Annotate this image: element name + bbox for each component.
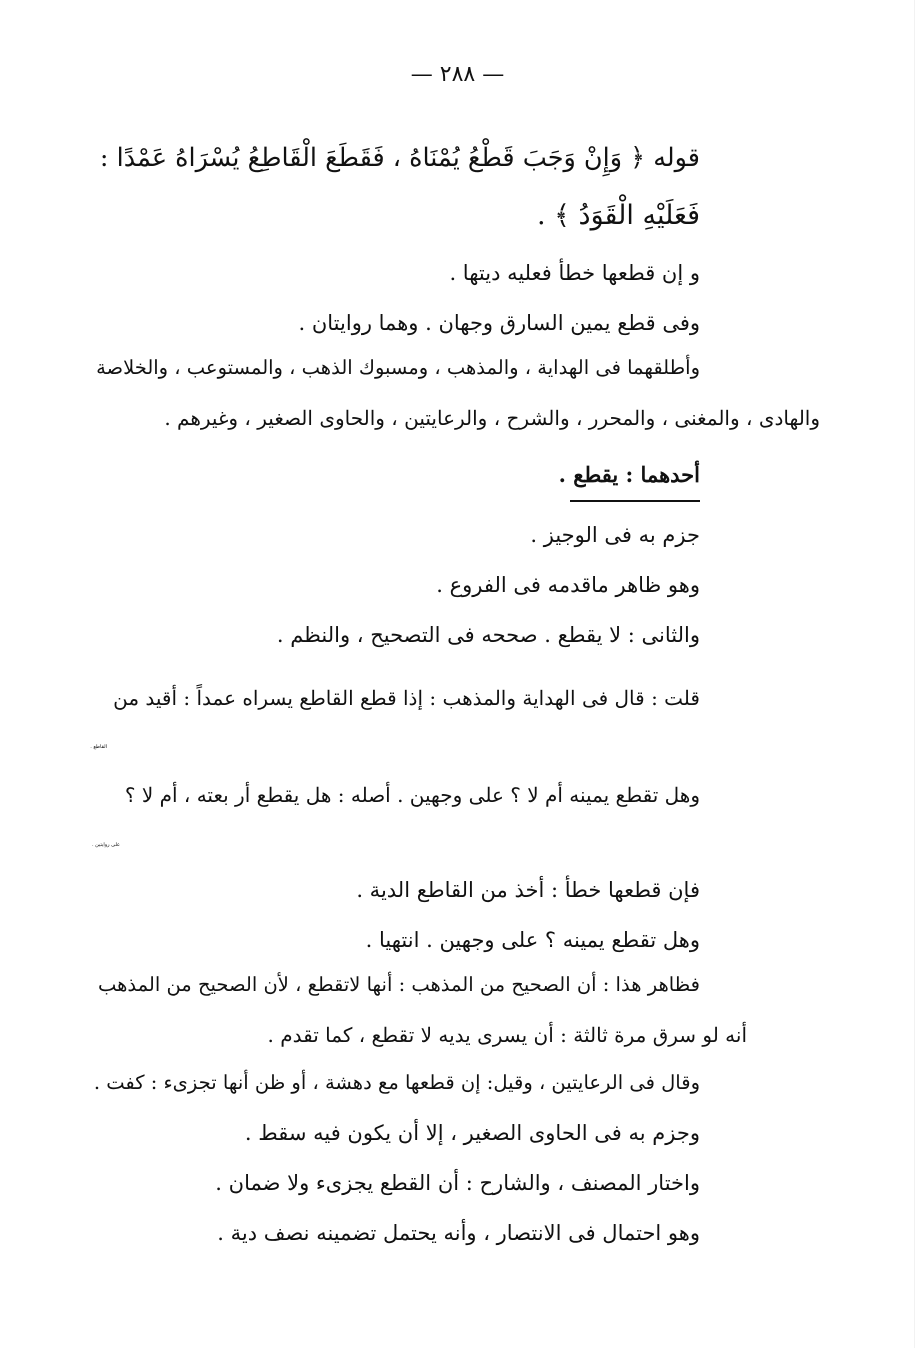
text-line-15: فإن قطعها خطأ : أخذ من القاطع الدية . [356, 878, 700, 902]
text-line-14: على روايتين . [91, 842, 120, 848]
text-line-9: وهو ظاهر ماقدمه فى الفروع . [436, 573, 700, 597]
text-line-20: وجزم به فى الحاوى الصغير ، إلا أن يكون فيه سقط . [244, 1121, 700, 1145]
page-number: — ٢٨٨ — [410, 62, 505, 87]
text-line-3: و إن قطعها خطأ فعليه ديتها . [449, 261, 700, 285]
text-line-4: وفى قطع يمين السارق وجهان . وهما روايتان . [298, 311, 700, 335]
text-line-16: وهل تقطع يمينه ؟ على وجهين . انتهيا . [365, 928, 700, 952]
text-line-6: والهادى ، والمغنى ، والمحرر ، والشرح ، والرعايتين ، والحاوى الصغير ، وغيرهم . [164, 406, 820, 430]
text-line-5: وأطلقهما فى الهداية ، والمذهب ، ومسبوك الذهب ، والمستوعب ، والخلاصة [96, 356, 700, 379]
text-line-17: فظاهر هذا : أن الصحيح من المذهب : أنها لاتقطع ، لأن الصحيح من المذهب [97, 973, 700, 996]
section-heading-second: والثانى : لا يقطع . صححه فى التصحيح ، والنظم . [276, 623, 700, 647]
text-line-12: القاطع . [90, 744, 107, 750]
text-line-18: أنه لو سرق مرة ثالثة : أن يسرى يديه لا تقطع ، كما تقدم . [267, 1023, 747, 1047]
text-line-22: وهو احتمال فى الانتصار ، وأنه يحتمل تضمينه نصف دية . [217, 1221, 700, 1245]
text-line-21: واختار المصنف ، والشارح : أن القطع يجزىء ولا ضمان . [215, 1171, 700, 1195]
verse-line-1: قوله ﴿ وَإِنْ وَجَبَ قَطْعُ يُمْنَاهُ ، فَقَطَعَ الْقَاطِعُ يُسْرَاهُ عَمْدًا : [99, 143, 700, 173]
verse-line-2: فَعَلَيْهِ الْقَوَدُ ﴾ . [536, 200, 700, 231]
text-line-19: وقال فى الرعايتين ، وقيل: إن قطعها مع دهشة ، أو ظن أنها تجزىء : كفت . [93, 1071, 700, 1094]
text-line-13: وهل تقطع يمينه أم لا ؟ على وجهين . أصله : هل يقطع أر بعته ، أم لا ؟ [124, 783, 700, 807]
text-line-11: قلت : قال فى الهداية والمذهب : إذا قطع القاطع يسراه عمداً : أقيد من [113, 686, 700, 710]
text-line-8: جزم به فى الوجيز . [530, 523, 700, 547]
section-heading-first: أحدهما : يقطع . [558, 462, 700, 487]
heading-rule [570, 500, 700, 502]
